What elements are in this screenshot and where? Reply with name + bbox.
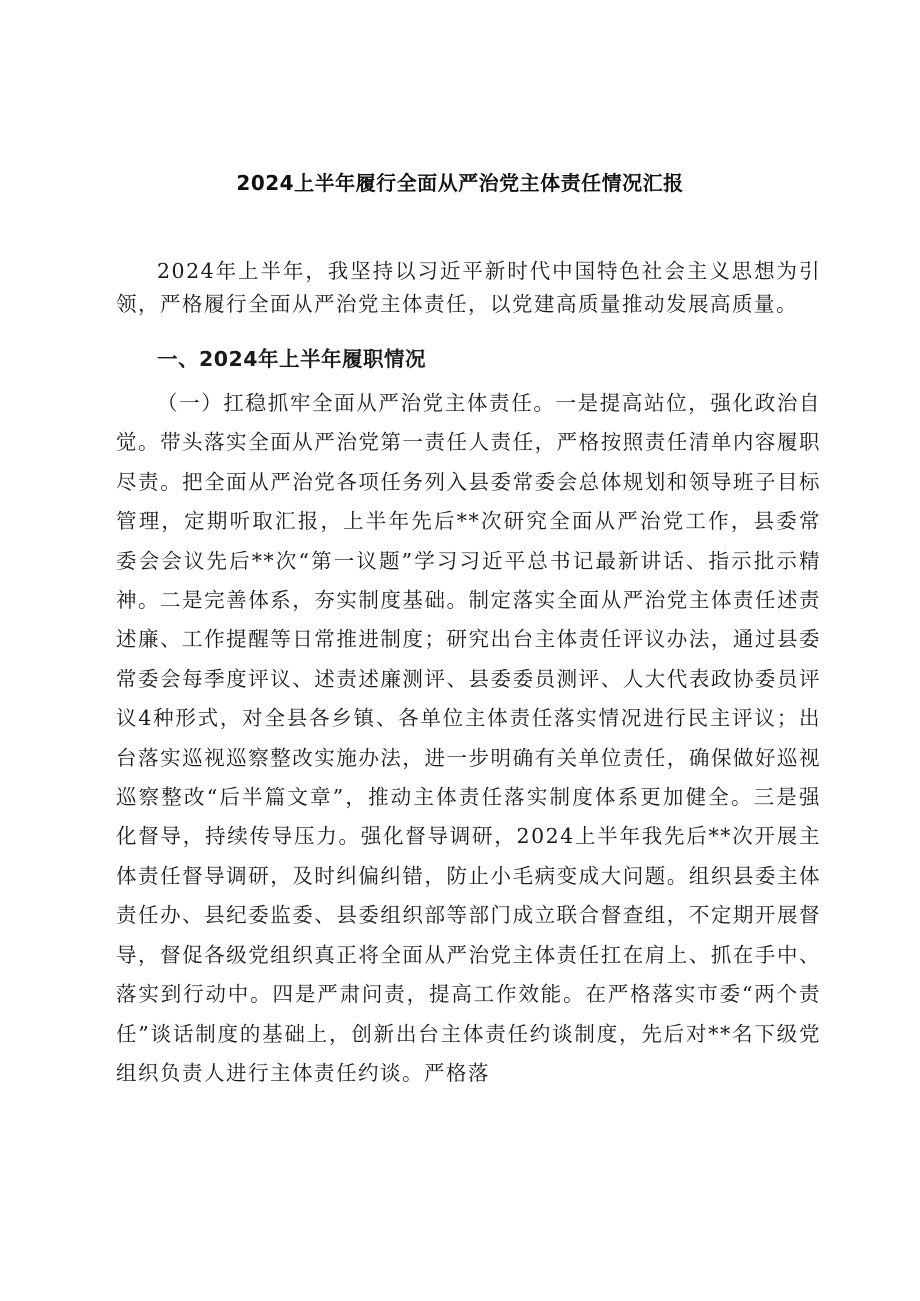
- section-heading: 一、2024年上半年履职情况: [157, 347, 427, 371]
- body-paragraph: （一）扛稳抓牢全面从严治党主体责任。一是提高站位，强化政治自觉。带头落实全面从严治党第一责任人责任，严格按照责任清单内容履职尽责。把全面从严治党各项任务列入县委常委会总体规划和领导班子目标管理，定期听取汇报，上半年先后**次研究全面从严治党工作，县委常委会会议先后**次“第一议题”学习习近平总书记最新讲话、指示批示精神。二是完善体系，夯实制度基础。制定落实全面从严治党主体责任述责述廉、工作提醒等日常推进制度；研究出台主体责任评议办法，通过县委常委会每季度评议、述责述廉测评、县委委员测评、人大代表政协委员评议4种形式，对全县各乡镇、各单位主体责任落实情况进行民主评议；出台落实巡视巡察整改实施办法，进一步明确有关单位责任，确保做好巡视巡察整改“后半篇文章”，推动主体责任落实制度体系更加健全。三是强化督导，持续传导压力。强化督导调研，2024上半年我先后**次开展主体责任督导调研，及时纠偏纠错，防止小毛病变成大问题。组织县委主体责任办、县纪委监委、县委组织部等部门成立联合督查组，不定期开展督导，督促各级党组织真正将全面从严治党主体责任扛在肩上、抓在手中、落实到行动中。四是严肃问责，提高工作效能。在严格落实市委“两个责任”谈话制度的基础上，创新出台主体责任约谈制度，先后对**名下级党组织负责人进行主体责任约谈。严格落: [116, 391, 821, 1085]
- intro-paragraph: 2024年上半年，我坚持以习近平新时代中国特色社会主义思想为引领，严格履行全面从严治党主体责任，以党建高质量推动发展高质量。: [116, 259, 821, 316]
- document-title: 2024上半年履行全面从严治党主体责任情况汇报: [236, 171, 684, 195]
